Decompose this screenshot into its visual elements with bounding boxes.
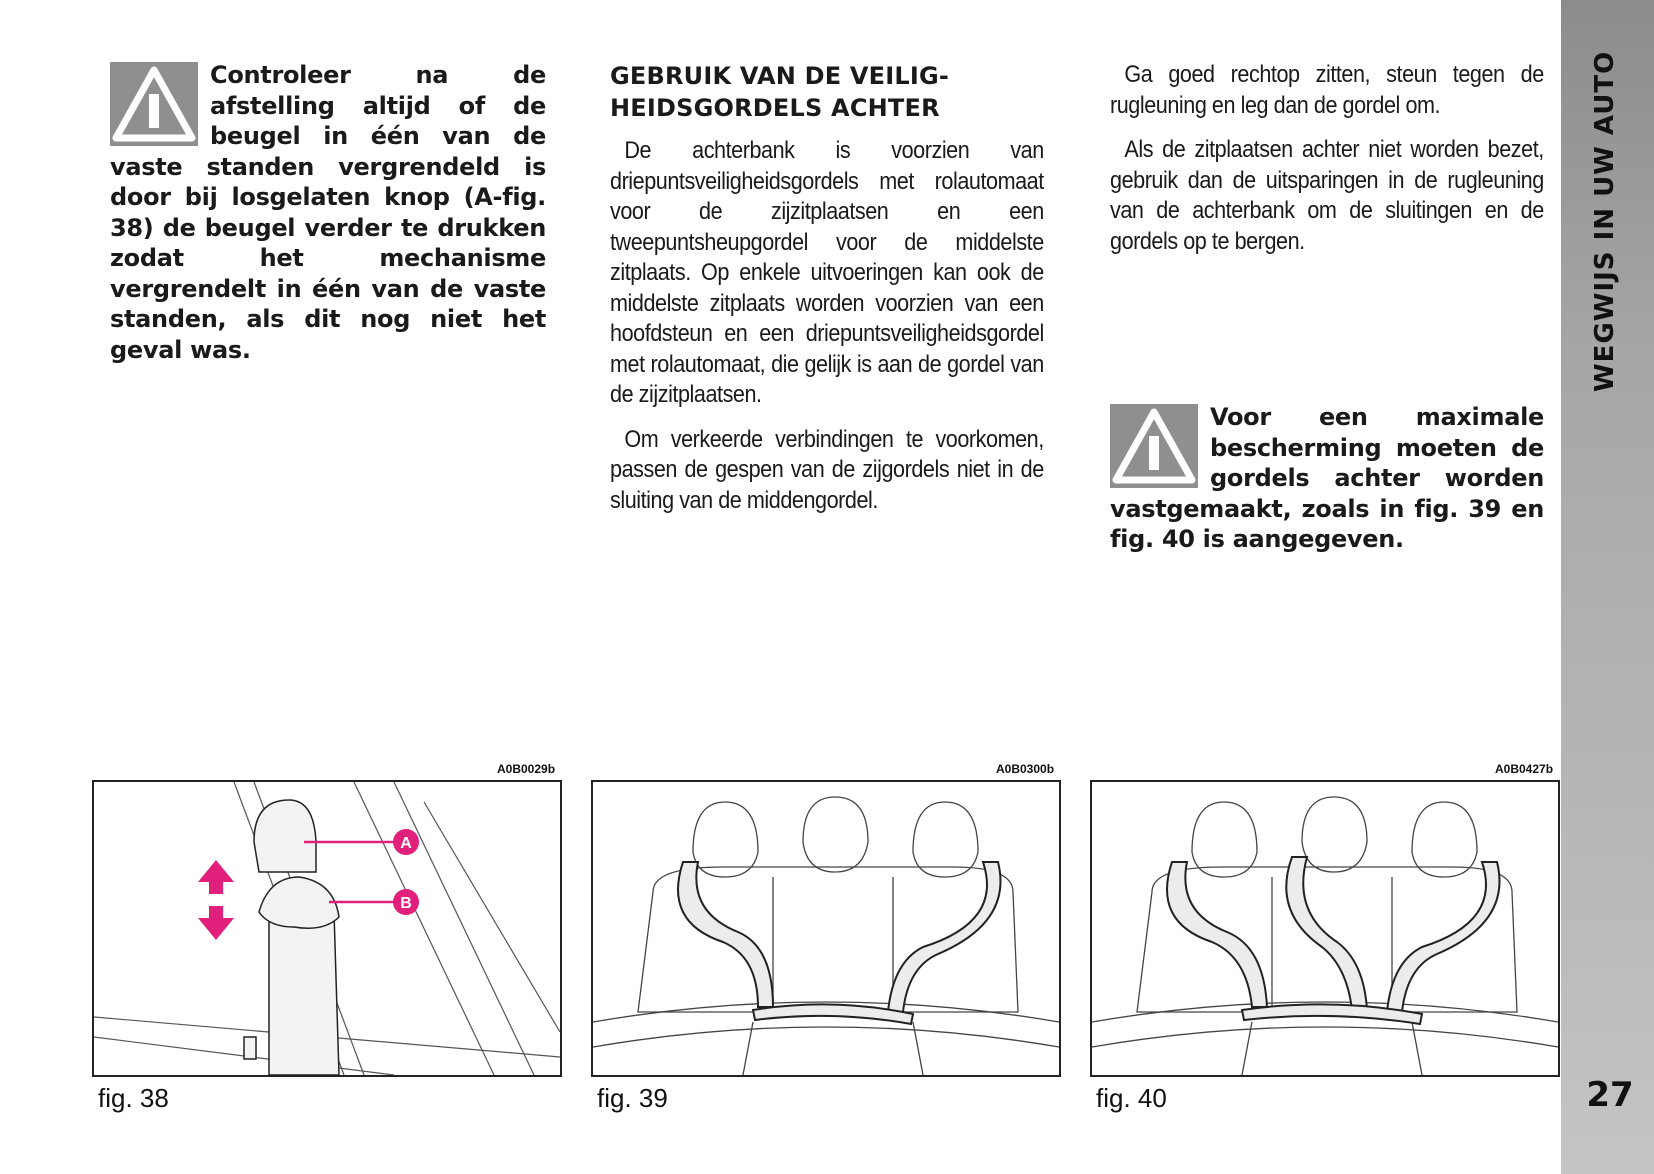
label-a: A bbox=[400, 835, 412, 852]
warning-left-text: Controleer na de afstelling altijd of de beugel in één van de vaste standen vergrendeld is door bij losgelaten knop (A-fig. 38) de beugel verder te drukken zodat het mechanisme vergrendelt in één van de vaste standen, als dit nog niet het geval was. bbox=[110, 61, 546, 364]
figure-40 bbox=[1090, 780, 1560, 1077]
section-heading bbox=[610, 60, 1044, 124]
right-column bbox=[1110, 60, 1544, 271]
figure-code: A0B0300b bbox=[996, 762, 1055, 776]
adjust-arrows-icon bbox=[198, 860, 234, 940]
figure-caption: fig. 40 bbox=[1096, 1083, 1167, 1113]
warning-triangle-icon bbox=[1110, 404, 1198, 488]
figure-38-illustration bbox=[94, 782, 560, 1075]
side-tab-label: WEGWIJS IN UW AUTO bbox=[1590, 50, 1620, 392]
section-paragraph-1: De achterbank is voorzien van driepuntsveiligheidsgordels met rolautomaat voor de zijzitplaatsen en een tweepuntsheupgordel voor de middelste zitplaats. Op enkele uitvoeringen kan ook de middelste zitplaats worden voorzien van een hoofdsteun en een driepuntsveiligheidsgordel met rolautomaat, die gelijk is aan de gordel van de zijzitplaatsen. bbox=[610, 137, 1044, 408]
page-number: 27 bbox=[1586, 1075, 1634, 1115]
figure-39-illustration bbox=[593, 782, 1059, 1075]
section-heading-line1: GEBRUIK VAN DE VEILIG- bbox=[610, 62, 950, 90]
figure-caption: fig. 38 bbox=[98, 1083, 169, 1113]
figure-caption: fig. 39 bbox=[597, 1083, 668, 1113]
figure-38 bbox=[92, 780, 562, 1077]
label-b: B bbox=[400, 895, 412, 912]
figure-code: A0B0427b bbox=[1495, 762, 1554, 776]
section-heading-line2: HEIDSGORDELS ACHTER bbox=[610, 94, 940, 122]
figure-39 bbox=[591, 780, 1061, 1077]
section-paragraph-2: Om verkeerde verbindingen te voorkomen, passen de gespen van de zijgordels niet in de sluiting van de middengordel. bbox=[610, 425, 1044, 514]
figure-code: A0B0029b bbox=[497, 762, 556, 776]
warning-left bbox=[110, 60, 546, 365]
section-rear-belts bbox=[610, 60, 1044, 530]
warning-right bbox=[1110, 402, 1544, 555]
warning-triangle-icon bbox=[110, 62, 198, 146]
right-paragraph-1: Ga goed rechtop zitten, steun tegen de rugleuning en leg dan de gordel om. bbox=[1110, 61, 1544, 119]
warning-right-text: Voor een maximale bescherming moeten de gordels achter worden vastgemaakt, zoals in fig. 39 en fig. 40 is aangegeven. bbox=[1110, 403, 1544, 553]
figure-40-illustration bbox=[1092, 782, 1558, 1075]
right-paragraph-2: Als de zitplaatsen achter niet worden bezet, gebruik dan de uitsparingen in de rugleuning van de achterbank om de sluitingen en de gordels op te bergen. bbox=[1110, 136, 1544, 255]
